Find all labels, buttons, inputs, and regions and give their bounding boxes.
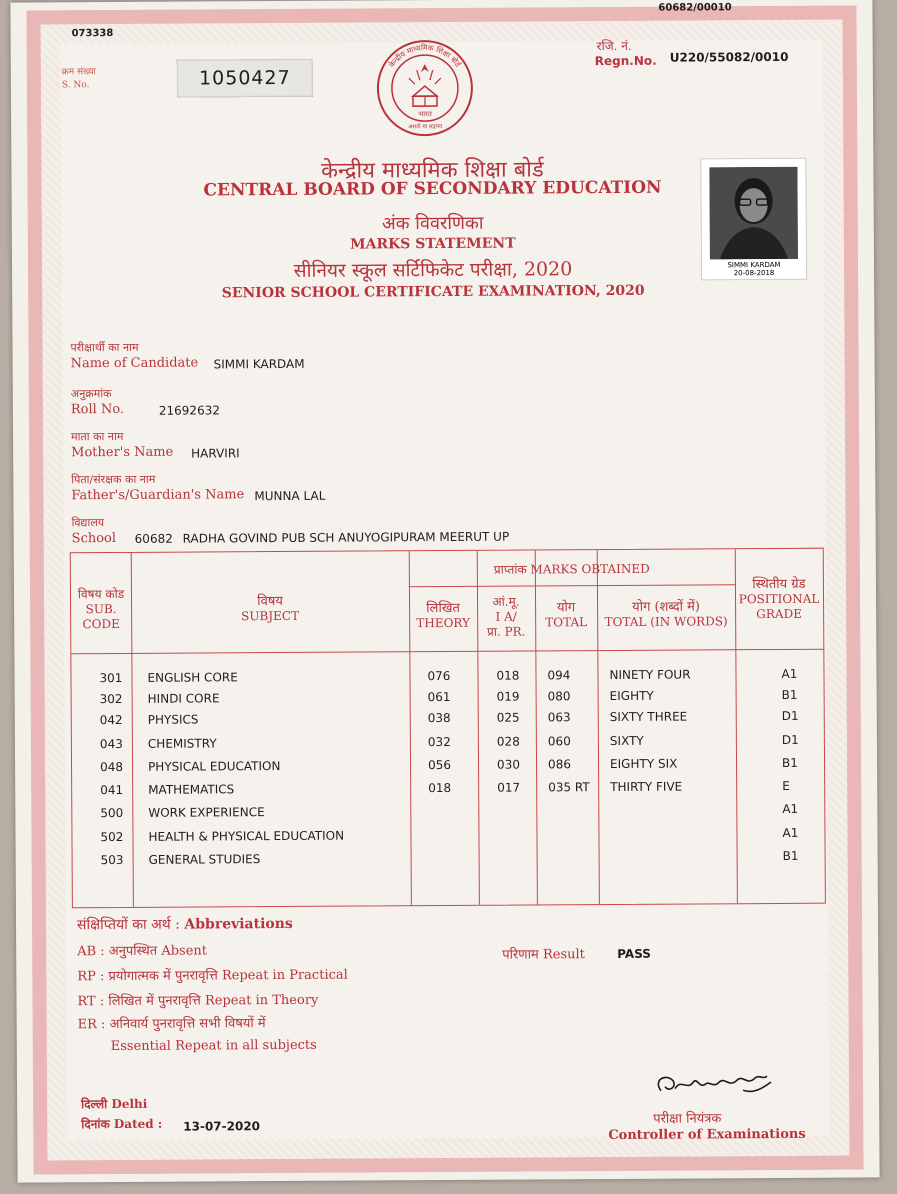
- photo-caption-name: SIMMI KARDAM: [702, 261, 806, 270]
- name-label-en: Name of Candidate: [71, 356, 199, 372]
- header-ia-hi: आं.मू.: [477, 594, 535, 609]
- subject-code: 503: [101, 853, 124, 867]
- theory-marks: 061: [428, 690, 451, 704]
- total-in-words: SIXTY: [610, 734, 644, 748]
- positional-grade: A1: [782, 826, 798, 840]
- abbr-absent: AB : अनुपस्थित Absent: [77, 940, 207, 959]
- ia-marks: 025: [497, 711, 520, 725]
- header-total-hi: योग: [535, 600, 597, 615]
- name-label-hi: परीक्षार्थी का नाम: [70, 340, 138, 355]
- subject-code: 302: [100, 692, 123, 706]
- marks-table: [70, 548, 826, 909]
- cbse-logo-icon: [375, 38, 476, 139]
- subject-name: CHEMISTRY: [148, 736, 217, 750]
- total-in-words: NINETY FOUR: [609, 668, 690, 682]
- header-theory-hi: लिखित: [409, 601, 477, 616]
- header-words: [597, 599, 735, 630]
- roll-number: 21692632: [159, 403, 220, 417]
- school-name: RADHA GOVIND PUB SCH ANUYOGIPURAM MEERUT UP: [183, 530, 510, 546]
- positional-grade: A1: [781, 667, 797, 681]
- header-grade-en1: POSITIONAL: [735, 592, 823, 608]
- positional-grade: D1: [782, 733, 799, 747]
- subject-name: GENERAL STUDIES: [149, 852, 261, 867]
- board-name-en: CENTRAL BOARD OF SECONDARY EDUCATION: [0, 176, 868, 201]
- theory-marks: 018: [428, 781, 451, 795]
- total-marks: 035 RT: [548, 780, 590, 794]
- total-marks: 063: [548, 710, 571, 724]
- roll-label-hi: अनुक्रमांक: [71, 386, 112, 401]
- positional-grade: D1: [782, 709, 799, 723]
- subject-name: MATHEMATICS: [148, 782, 234, 797]
- theory-marks: 038: [428, 711, 451, 725]
- positional-grade: B1: [782, 688, 798, 702]
- ia-marks: 018: [496, 669, 519, 683]
- candidate-name: SIMMI KARDAM: [214, 357, 305, 372]
- abbr-essential-repeat: ER : अनिवार्य पुनरावृत्ति सभी विषयों में: [78, 1013, 266, 1032]
- roll-label-en: Roll No.: [71, 402, 124, 417]
- mother-name: HARVIRI: [191, 446, 240, 460]
- subject-name: HINDI CORE: [148, 691, 220, 705]
- father-label-hi: पिता/संरक्षक का नाम: [71, 472, 155, 488]
- stamp-label-en: S. No.: [62, 79, 96, 92]
- board-name-hi: केन्द्रीय माध्यमिक शिक्षा बोर्ड: [0, 151, 867, 186]
- abbr-repeat-practical: RP : प्रयोगात्मक में पुनरावृत्ति Repeat in Practical: [77, 965, 348, 985]
- regn-number: U220/55082/0010: [670, 50, 789, 65]
- exam-name-en: SENIOR SCHOOL CERTIFICATE EXAMINATION, 2020: [0, 281, 868, 302]
- header-subject-en: SUBJECT: [131, 608, 409, 625]
- logo-text-mid: भारत: [418, 110, 433, 118]
- abbreviations-heading: [77, 914, 293, 934]
- subject-code: 043: [100, 737, 123, 751]
- header-theory-en: THEORY: [409, 616, 477, 631]
- subject-name: HEALTH & PHYSICAL EDUCATION: [148, 829, 344, 844]
- controller-title-en: Controller of Examinations: [608, 1127, 805, 1143]
- total-marks: 086: [548, 757, 571, 771]
- total-marks: 080: [548, 689, 571, 703]
- header-grade-en2: GRADE: [735, 607, 823, 623]
- total-in-words: EIGHTY: [610, 689, 654, 703]
- subject-name: PHYSICAL EDUCATION: [148, 759, 280, 774]
- stamp-number: 1050427: [177, 59, 313, 98]
- school-label-hi: विद्यालय: [72, 515, 105, 530]
- table-row: [72, 709, 826, 736]
- header-subject: [131, 593, 409, 625]
- header-marks-obtained: प्राप्तांक MARKS OBTAINED: [409, 561, 735, 578]
- mother-label-en: Mother's Name: [71, 445, 173, 461]
- subject-name: WORK EXPERIENCE: [148, 805, 264, 820]
- theory-marks: 056: [428, 758, 451, 772]
- table-row: [72, 756, 826, 783]
- subject-code: 500: [100, 806, 123, 820]
- dated-label: दिनांक Dated :: [81, 1115, 162, 1132]
- total-marks: 060: [548, 734, 571, 748]
- controller-title-hi: परीक्षा नियंत्रक: [653, 1108, 721, 1126]
- serial-number: 073338: [72, 28, 114, 39]
- header-total: [535, 600, 597, 630]
- stamp-label: [62, 66, 96, 92]
- positional-grade: B1: [783, 849, 799, 863]
- header-code-en1: SUB.: [71, 602, 131, 617]
- positional-grade: B1: [782, 756, 798, 770]
- header-grade-hi: स्थितीय ग्रेड: [735, 577, 823, 593]
- school-code: 60682: [135, 532, 173, 546]
- result-value: PASS: [617, 947, 651, 961]
- father-name: MUNNA LAL: [254, 489, 325, 503]
- place-label: दिल्ली Delhi: [81, 1095, 147, 1112]
- mother-label-hi: माता का नाम: [71, 429, 123, 444]
- positional-grade: E: [782, 779, 790, 793]
- total-marks: 094: [547, 668, 570, 682]
- ia-marks: 030: [497, 758, 520, 772]
- doc-title-hi: अंक विवरणिका: [0, 208, 868, 237]
- abbr-essential-repeat-en: Essential Repeat in all subjects: [111, 1038, 317, 1054]
- theory-marks: 032: [428, 735, 451, 749]
- exam-name-hi: सीनियर स्कूल सर्टिफिकेट परीक्षा, 2020: [0, 253, 868, 284]
- regn-label-hi: रजि. नं.: [595, 37, 657, 54]
- certificate-code: 60682/00010: [658, 2, 731, 13]
- header-words-en: TOTAL (IN WORDS): [597, 614, 735, 630]
- header-theory: [409, 601, 477, 631]
- subject-code: 502: [100, 830, 123, 844]
- issue-date: 13-07-2020: [183, 1119, 260, 1133]
- header-ia-pr: प्रा. PR.: [477, 624, 535, 639]
- header-subject-hi: विषय: [131, 593, 409, 610]
- subject-code: 041: [100, 783, 123, 797]
- positional-grade: A1: [782, 802, 798, 816]
- abbr-repeat-theory: RT : लिखित में पुनरावृत्ति Repeat in Theory: [77, 990, 318, 1009]
- table-row: [73, 849, 827, 876]
- logo-text-bottom: असतो मा सद्गमय: [408, 123, 443, 130]
- ia-marks: 019: [497, 690, 520, 704]
- table-row: [72, 826, 826, 853]
- controller-signature-icon: [643, 1060, 783, 1106]
- father-label-en: Father's/Guardian's Name: [71, 487, 244, 503]
- logo-text-top: केन्द्रीय माध्यमिक शिक्षा बोर्ड: [387, 43, 463, 70]
- header-total-en: TOTAL: [535, 615, 597, 630]
- candidate-photo: [700, 158, 807, 281]
- header-code-en2: CODE: [71, 617, 131, 632]
- subject-code: 048: [100, 760, 123, 774]
- doc-title-en: MARKS STATEMENT: [0, 233, 868, 254]
- subject-name: PHYSICS: [148, 713, 199, 727]
- registration-block: [595, 37, 657, 68]
- table-row: [72, 779, 826, 806]
- theory-marks: 076: [427, 669, 450, 683]
- total-in-words: THIRTY FIVE: [610, 780, 682, 794]
- subject-name: ENGLISH CORE: [147, 670, 237, 685]
- regn-label-en: Regn.No.: [595, 54, 657, 68]
- header-ia-en: I A/: [477, 609, 535, 624]
- result-label: परिणाम Result: [502, 944, 585, 963]
- header-code-hi: विषय कोड: [71, 587, 131, 602]
- total-in-words: SIXTY THREE: [610, 710, 688, 724]
- school-label-en: School: [72, 531, 116, 546]
- photo-caption-date: 20-08-2018: [702, 269, 806, 278]
- candidate-photo-image: [709, 167, 798, 260]
- ia-marks: 028: [497, 735, 520, 749]
- subject-code: 301: [99, 671, 122, 685]
- header-code: [71, 587, 131, 632]
- table-row: [72, 802, 826, 829]
- header-grade: [735, 577, 823, 623]
- abbr-heading-en: Abbreviations: [184, 916, 293, 933]
- abbr-heading-hi: संक्षिप्तियों का अर्थ :: [77, 917, 180, 934]
- stamp-label-hi: क्रम संख्या: [62, 66, 96, 79]
- total-in-words: EIGHTY SIX: [610, 757, 677, 771]
- subject-code: 042: [100, 713, 123, 727]
- header-words-hi: योग (शब्दों में): [597, 599, 735, 615]
- header-ia: [477, 594, 535, 639]
- ia-marks: 017: [497, 781, 520, 795]
- table-row: [72, 733, 826, 760]
